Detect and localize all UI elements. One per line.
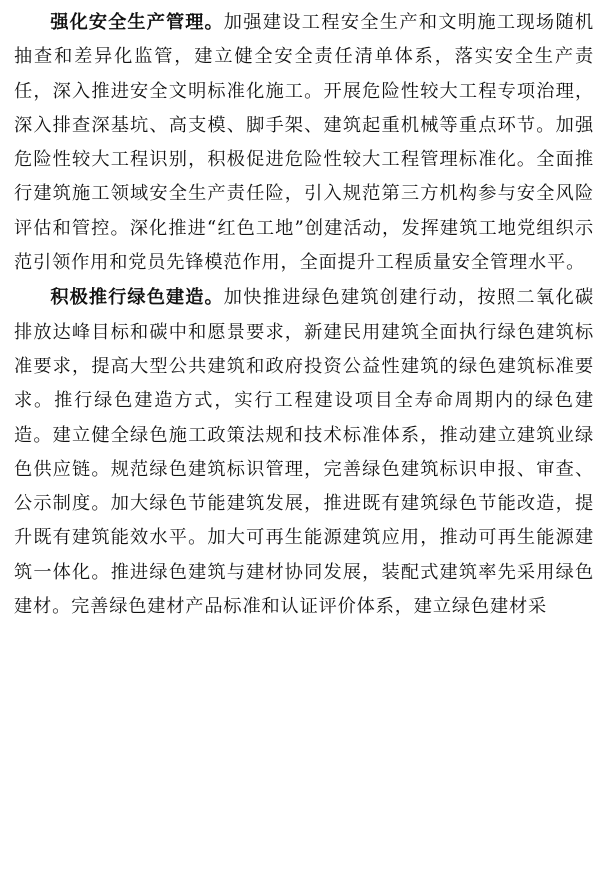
paragraph-green-construction	[14, 281, 594, 624]
document-page	[14, 6, 594, 624]
paragraph-heading-safety: 强化安全生产管理。	[50, 12, 224, 33]
paragraph-body-safety: 加强建设工程安全生产和文明施工现场随机抽查和差异化监管，建立健全安全责任清单体系，落实安全生产责任，深入推进安全文明标准化施工。开展危险性较大工程专项治理，深入排查深基坑、高支模、脚手架、建筑起重机械等重点环节。加强危险性较大工程识别，积极促进危险性较大工程管理标准化。全面推行建筑施工领域安全生产责任险，引入规范第三方机构参与安全风险评估和管控。深化推进“红色工地”创建活动，发挥建筑工地党组织示范引领作用和党员先锋模范作用，全面提升工程质量安全管理水平。	[14, 12, 594, 274]
paragraph-heading-green: 积极推行绿色建造。	[50, 287, 224, 309]
paragraph-safety-management	[14, 6, 594, 280]
paragraph-body-green: 加快推进绿色建筑创建行动，按照二氧化碳排放达峰目标和碳中和愿景要求，新建民用建筑全面执行绿色建筑标准要求，提高大型公共建筑和政府投资公益性建筑的绿色建筑标准要求。推行绿色建造方式，实行工程建设项目全寿命周期内的绿色建造。建立健全绿色施工政策法规和技术标准体系，推动建立建筑业绿色供应链。规范绿色建筑标识管理，完善绿色建筑标识申报、审查、公示制度。加大绿色节能建筑发展，推进既有建筑绿色节能改造，提升既有建筑能效水平。加大可再生能源建筑应用，推动可再生能源建筑一体化。推进绿色建筑与建材协同发展，装配式建筑率先采用绿色建材。完善绿色建材产品标准和认证评价体系，建立绿色建材采	[14, 287, 594, 618]
